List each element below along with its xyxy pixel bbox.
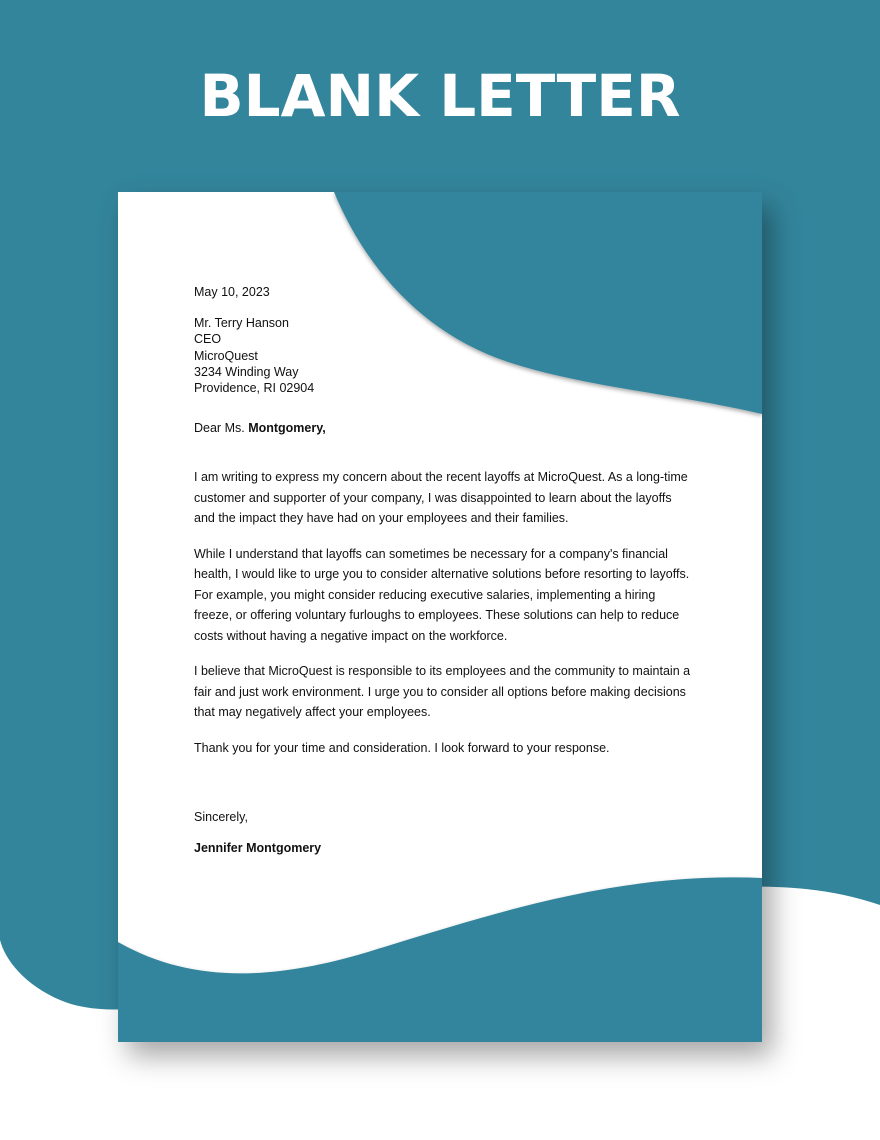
- body-paragraph-3: I believe that MicroQuest is responsible to its employees and the community to maintain a fair and just work environment. I urge you to consider all options before making decisions that may negatively affect your employees.: [194, 664, 691, 720]
- letter-date: May 10, 2023: [194, 285, 270, 299]
- salutation-name: Montgomery,: [248, 421, 326, 436]
- salutation-prefix: Dear Ms.: [194, 421, 245, 436]
- recipient-city: Providence, RI 02904: [194, 381, 315, 396]
- closing: Sincerely,: [194, 810, 248, 825]
- body-paragraph-1: I am writing to express my concern about the recent layoffs at MicroQuest. As a long-time customer and supporter of your company, I was disappointed to learn about the layoffs and the impact they have had on your employees and their families.: [194, 470, 688, 526]
- recipient-address: [194, 315, 694, 396]
- letter-content: [194, 284, 694, 856]
- body-paragraph-4: Thank you for your time and consideration. I look forward to your response.: [194, 740, 610, 755]
- body-paragraph-2: While I understand that layoffs can sometimes be necessary for a company's financial health, I would like to urge you to consider alternative solutions before resorting to layoffs. For example, you might consider reducing executive salaries, implementing a hiring freeze, or offering voluntary furloughs to employees. These solutions can help to reduce costs without having a negative impact on the workforce.: [194, 546, 690, 643]
- signature-name: Jennifer Montgomery: [194, 841, 322, 856]
- recipient-name: Mr. Terry Hanson: [194, 316, 289, 330]
- recipient-company: MicroQuest: [194, 348, 258, 363]
- letter-page: [118, 192, 762, 1042]
- banner-title: BLANK LETTER: [199, 62, 681, 130]
- recipient-title: CEO: [194, 332, 222, 347]
- salutation: [194, 420, 694, 436]
- recipient-street: 3234 Winding Way: [194, 364, 299, 379]
